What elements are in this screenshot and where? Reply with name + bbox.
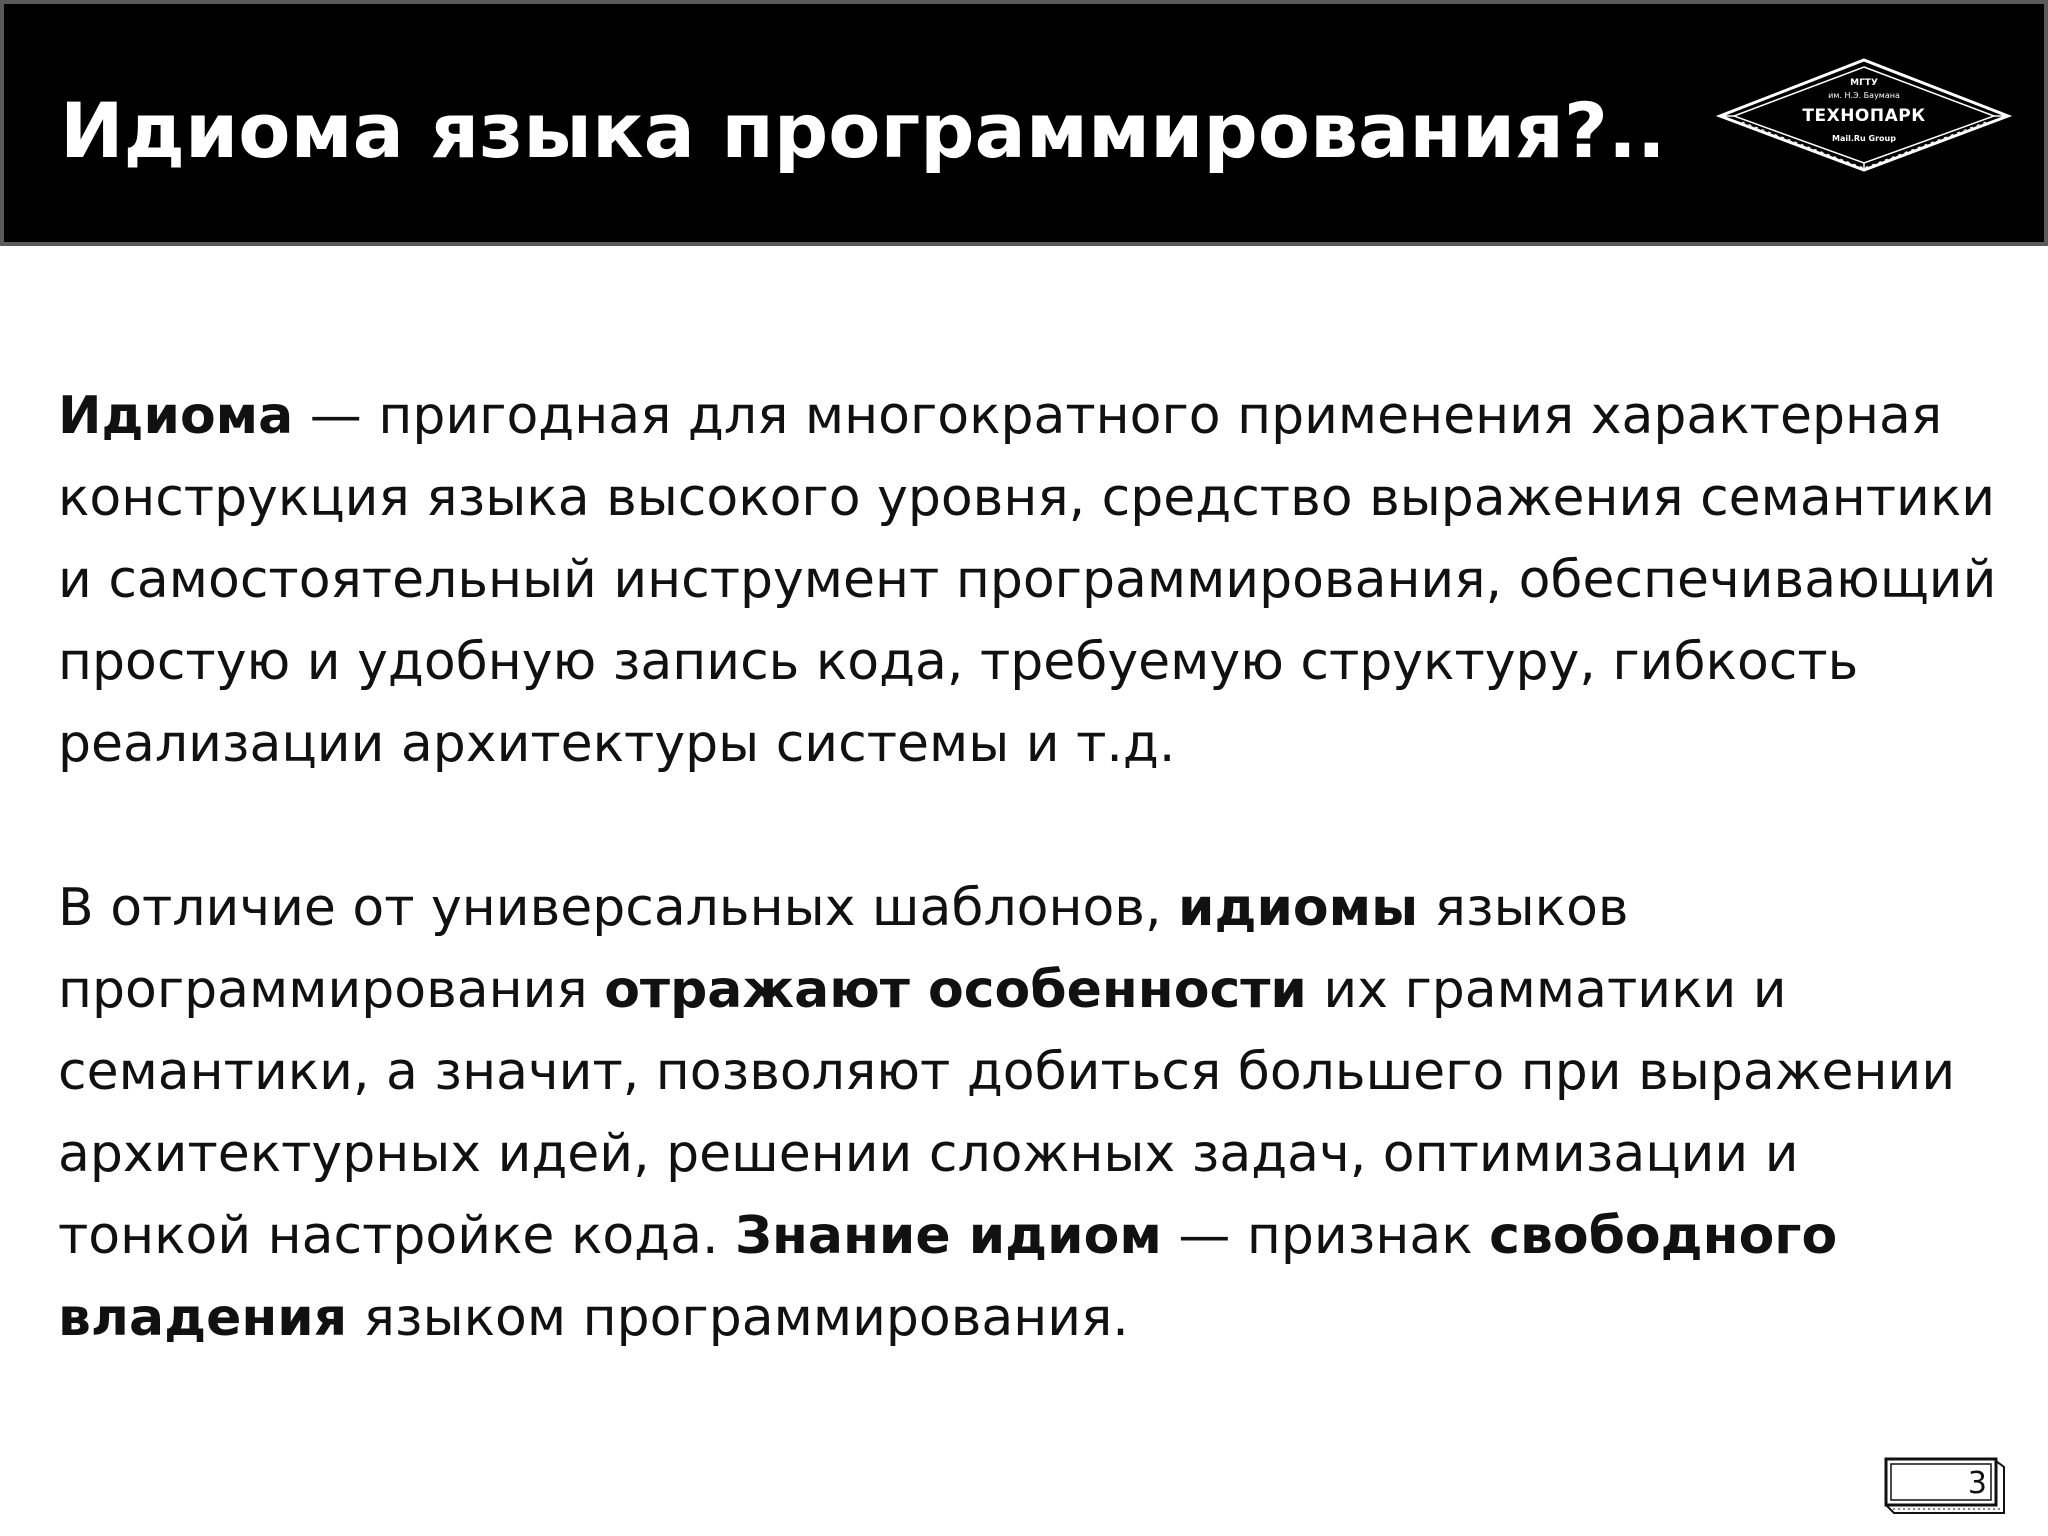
emphasis-text: отражают особенности <box>604 960 1307 1020</box>
definition-paragraph <box>58 375 2008 785</box>
paragraph-text: языком программирования. <box>347 1288 1129 1348</box>
explanation-paragraph <box>58 867 2008 1359</box>
slide-title: Идиома языка программирования?.. <box>60 86 1666 175</box>
paragraph-text: языков программирования <box>58 878 1629 1020</box>
paragraph-text: — признак <box>1161 1206 1490 1266</box>
emphasis-text: свободного владения <box>58 1206 1838 1348</box>
logo-university-label: МГТУ <box>1850 78 1878 88</box>
slide-header <box>0 0 2048 246</box>
emphasis-text: Идиома <box>58 386 294 446</box>
page-number: 3 <box>1967 1466 1987 1501</box>
logo-partner-name: Mail.Ru Group <box>1832 134 1896 143</box>
slide-body <box>58 375 2008 1359</box>
paragraph-text: — пригодная для многократного применения характерная конструкция языка высокого уровня, средство выражения семантики и самостоятельный инструмент программирования, обеспечивающий простую и удобную запись кода, требуемую структуру, гибкость реализации архитектуры системы и т.д. <box>58 386 1997 774</box>
logo-university-name: им. Н.Э. Баумана <box>1828 91 1900 100</box>
paragraph-text: их грамматики и семантики, а значит, позволяют добиться большего при выражении архитектурных идей, решении сложных задач, оптимизации и тонкой настройке кода. <box>58 960 1956 1266</box>
paragraph-text: В отличие от универсальных шаблонов, <box>58 878 1179 938</box>
emphasis-text: идиомы <box>1178 878 1419 938</box>
logo-brand-name: ТЕХНОПАРК <box>1802 106 1926 126</box>
technopark-logo <box>1714 54 2014 174</box>
emphasis-text: Знание идиом <box>735 1206 1162 1266</box>
page-number-badge <box>1883 1456 2008 1516</box>
